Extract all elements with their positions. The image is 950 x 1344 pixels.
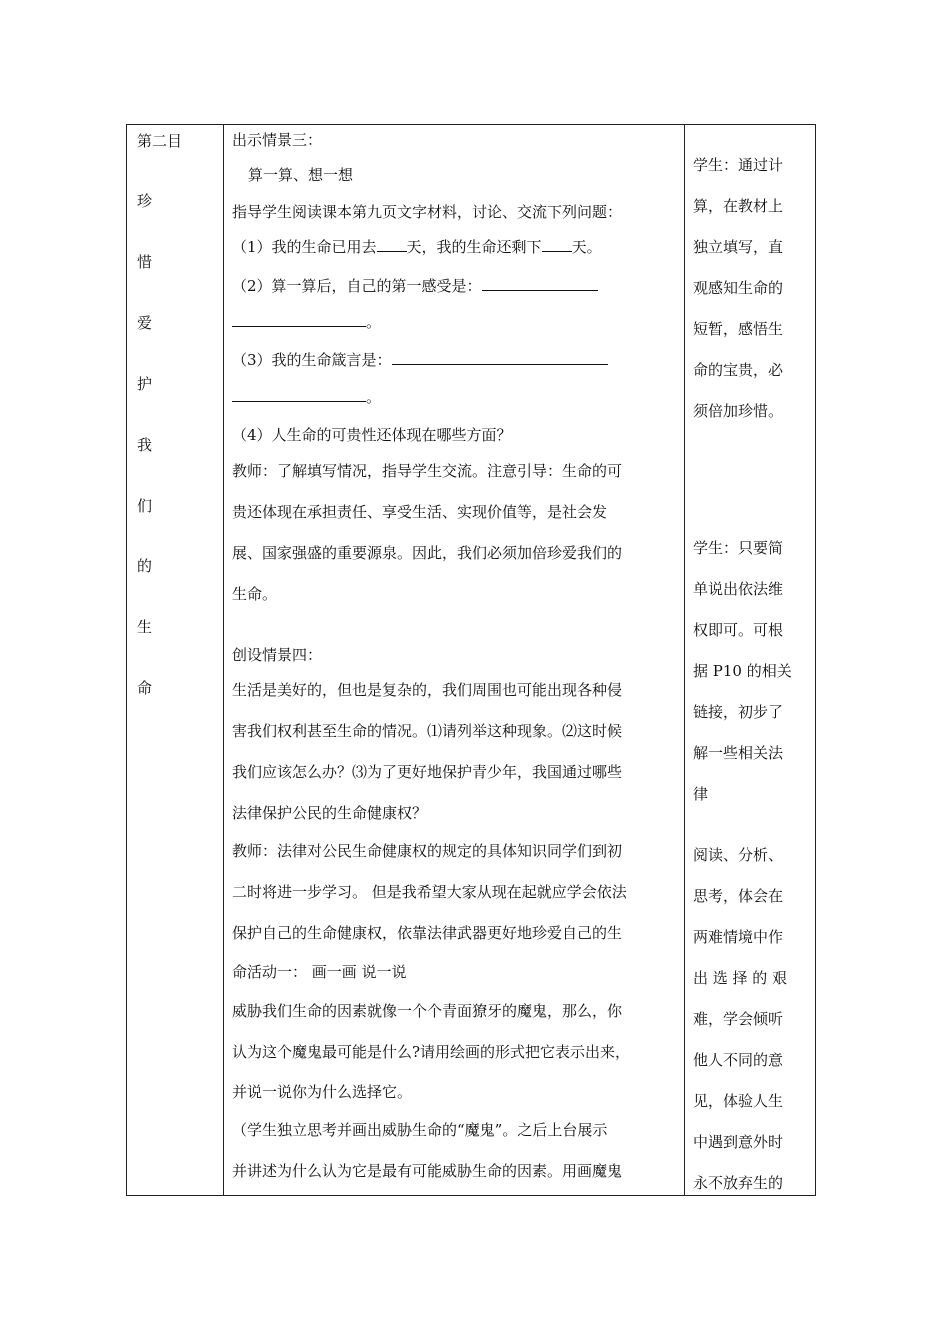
- blank-line: [232, 387, 366, 402]
- teacher-note-1: 贵还体现在承担责任、享受生活、实现价值等，是社会发: [232, 503, 608, 521]
- section-char: 的: [137, 557, 153, 575]
- note-line: 命的宝贵，必: [693, 361, 784, 379]
- note-line: 见，体验人生: [693, 1092, 784, 1110]
- section-char: 我: [137, 436, 153, 454]
- activity-text: 认为这个魔鬼最可能是什么?请用绘画的形式把它表示出来，: [232, 1043, 631, 1061]
- note-line: 学生：只要简: [693, 539, 784, 557]
- note-line: 单说出依法维: [693, 580, 784, 598]
- note-line: 独立填写，直: [693, 238, 784, 256]
- section-char: 惜: [137, 253, 153, 271]
- note-line: 难，学会倾听: [693, 1010, 784, 1028]
- note-line: 短暂，感悟生: [693, 320, 784, 338]
- question-4: （4）人生命的可贵性还体现在哪些方面？: [232, 426, 512, 444]
- teacher-note-1: 生命。: [232, 585, 278, 603]
- note-line: 须倍加珍惜。: [693, 402, 784, 420]
- note-line: 两难情境中作: [693, 928, 784, 946]
- notes-column: [685, 125, 816, 1195]
- scene3-subtitle: 算一算、想一想: [248, 166, 354, 184]
- scene3-title: 出示情景三：: [232, 131, 323, 149]
- note-line: 中遇到意外时: [693, 1133, 784, 1151]
- blank-line: [377, 237, 407, 252]
- activity-text: 并说一说你为什么选择它。: [232, 1083, 413, 1101]
- scene3-guide: 指导学生阅读课本第九页文字材料，讨论、交流下列问题：: [232, 203, 623, 221]
- student-note-2: [693, 538, 806, 825]
- question-3-cont: [232, 387, 381, 407]
- note-line: 算，在教材上: [693, 197, 784, 215]
- teacher-note-1: 教师：了解填写情况，指导学生交流。注意引导：生命的可: [232, 462, 623, 480]
- content-column: [224, 125, 684, 1195]
- activity-text: （学生独立思考并画出威胁生命的“魔鬼”。之后上台展示: [232, 1121, 608, 1139]
- note-line: 律: [693, 785, 709, 803]
- student-note-3: [693, 845, 806, 1214]
- question-2: [232, 276, 598, 296]
- note-line: 据 P10 的相关: [693, 662, 792, 680]
- scene4-text: 法律保护公民的生命健康权？: [232, 804, 428, 822]
- scene4-text: 害我们权利甚至生命的情况。⑴请列举这种现象。⑵这时候: [232, 722, 623, 740]
- section-char: 们: [137, 497, 153, 515]
- section-char: 命: [137, 679, 153, 697]
- question-1: [232, 237, 602, 257]
- scene4-text: 我们应该怎么办？⑶为了更好地保护青少年，我国通过哪些: [232, 763, 623, 781]
- scene4-text: 生活是美好的，但也是复杂的，我们周围也可能出现各种侵: [232, 681, 623, 699]
- section-char: 生: [137, 618, 153, 636]
- blank-line: [232, 312, 366, 327]
- lesson-table: [126, 124, 816, 1196]
- section-char: 护: [137, 375, 153, 393]
- teacher-note-2: 保护自己的生命健康权，依靠法律武器更好地珍爱自己的生: [232, 924, 623, 942]
- student-note-1: [693, 155, 806, 442]
- scene4-title: 创设情景四：: [232, 646, 323, 664]
- question-2-text: （2）算一算后，自己的第一感受是：: [232, 277, 482, 295]
- section-char: 珍: [137, 192, 153, 210]
- note-line: 链接，初步了: [693, 703, 784, 721]
- blank-line: [392, 350, 608, 365]
- period: 。: [366, 313, 382, 331]
- note-line: 阅读、分析、: [693, 846, 784, 864]
- period: 。: [366, 388, 382, 406]
- note-line: 出 选 择 的 艰: [693, 969, 788, 987]
- section-title: 第二目: [137, 132, 183, 150]
- section-char: 爱: [137, 314, 153, 332]
- note-line: 观感知生命的: [693, 279, 784, 297]
- activity-text: 威胁我们生命的因素就像一个个青面獠牙的魔鬼，那么，你: [232, 1002, 623, 1020]
- question-3: [232, 350, 608, 370]
- blank-line: [482, 276, 598, 291]
- note-line: 权即可。可根: [693, 621, 784, 639]
- note-line: 他人不同的意: [693, 1051, 784, 1069]
- activity-title: 命活动一： 画一画 说一说: [232, 963, 407, 981]
- question-1-part: （1）我的生命已用去: [232, 238, 377, 256]
- blank-line: [542, 237, 572, 252]
- note-line: 永不放弃生的: [693, 1174, 784, 1192]
- question-1-part: 天，我的生命还剩下: [406, 238, 542, 256]
- teacher-note-2: 二时将进一步学习。 但是我希望大家从现在起就应学会依法: [232, 883, 627, 901]
- note-line: 解一些相关法: [693, 744, 784, 762]
- question-2-cont: [232, 312, 381, 332]
- teacher-note-2: 教师：法律对公民生命健康权的规定的具体知识同学们到初: [232, 842, 623, 860]
- activity-text: 并讲述为什么认为它是最有可能威胁生命的因素。用画魔鬼: [232, 1162, 623, 1180]
- teacher-note-1: 展、国家强盛的重要源泉。因此，我们必须加倍珍爱我们的: [232, 544, 623, 562]
- note-line: 思考，体会在: [693, 887, 784, 905]
- section-column: [127, 125, 223, 1195]
- question-1-part: 天。: [571, 238, 602, 256]
- question-3-text: （3）我的生命箴言是：: [232, 351, 392, 369]
- note-line: 学生：通过计: [693, 156, 784, 174]
